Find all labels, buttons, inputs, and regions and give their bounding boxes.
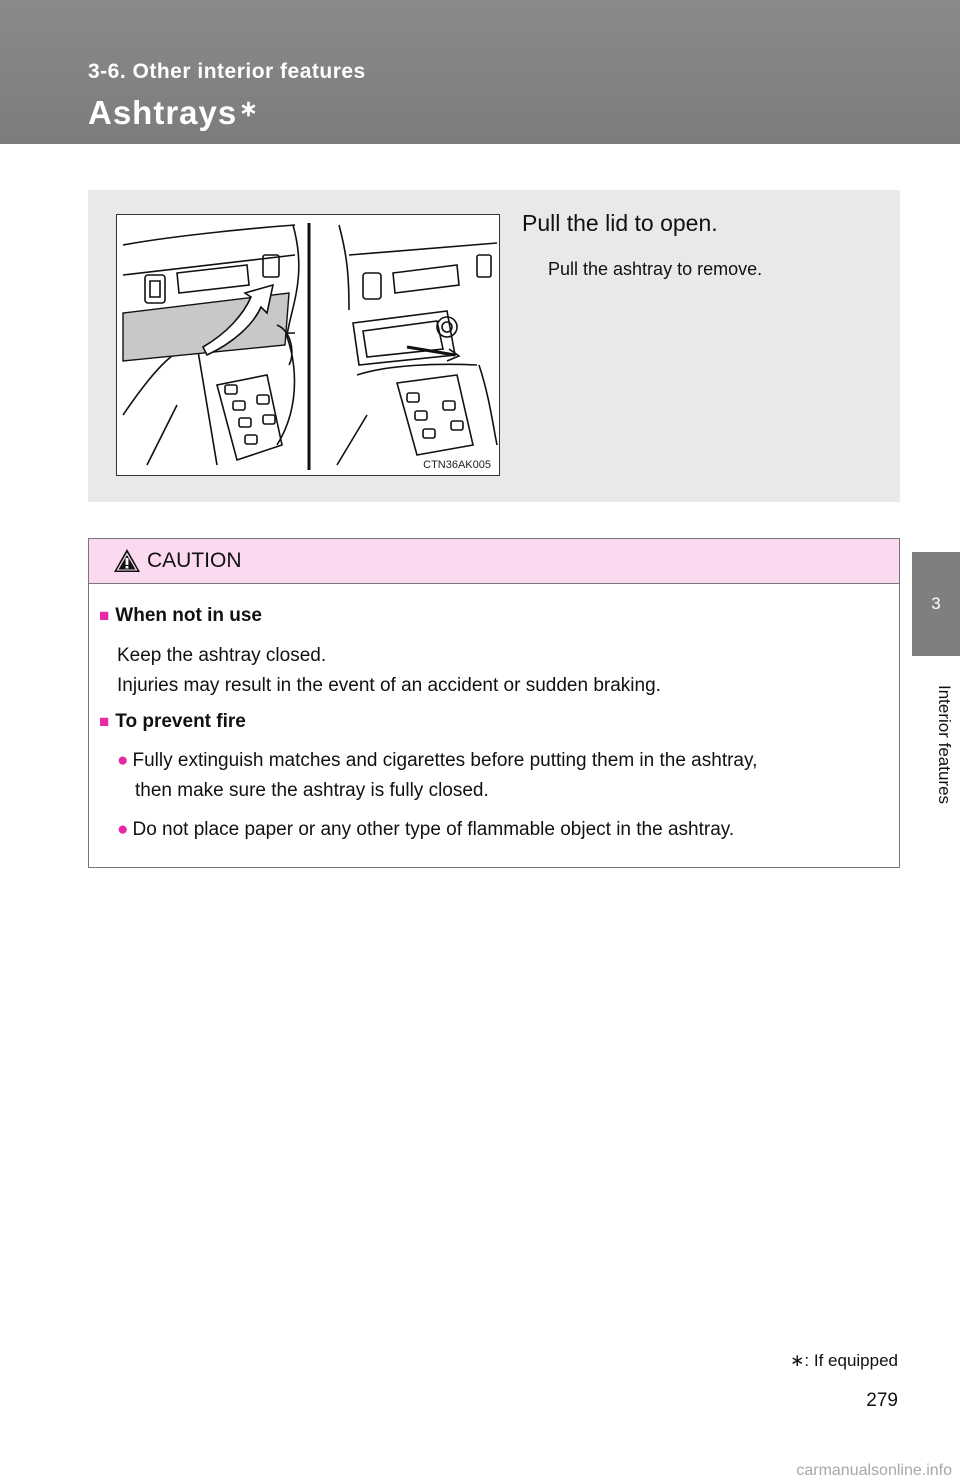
- page-number: 279: [866, 1390, 898, 1411]
- caution-title: CAUTION: [147, 549, 242, 572]
- step-sub-instruction: Pull the ashtray to remove.: [548, 259, 763, 279]
- square-bullet-icon: ■: [99, 712, 110, 731]
- illustration-code: CTN36AK005: [423, 459, 491, 471]
- section-label: 3-6. Other interior features: [88, 60, 366, 83]
- round-bullet-icon: ●: [117, 750, 129, 771]
- caution-header: [89, 539, 899, 584]
- ashtray-illustration-icon: [117, 215, 499, 475]
- caution-box: [88, 538, 900, 868]
- caution-heading-prevent-fire: ■ To prevent fire: [99, 711, 246, 732]
- step-instruction: Pull the lid to open.: [522, 210, 718, 236]
- warning-triangle-icon: [113, 548, 141, 573]
- watermark: carmanualsonline.info: [796, 1462, 952, 1479]
- caution-text-line: Injuries may result in the event of an accident or sudden braking.: [117, 675, 661, 696]
- caution-text-line: Keep the ashtray closed.: [117, 645, 327, 666]
- page-title: [88, 94, 259, 132]
- caution-bullet: ● Do not place paper or any other type of flammable object in the ashtray.: [117, 819, 735, 840]
- footnote: ∗: If equipped: [790, 1351, 898, 1370]
- chapter-label: Interior features: [935, 685, 954, 805]
- chapter-tab: 3: [912, 552, 960, 656]
- caution-heading-not-in-use: ■ When not in use: [99, 605, 262, 626]
- ashtray-diagram: [116, 214, 500, 476]
- equipped-mark: ∗: [239, 96, 259, 121]
- round-bullet-icon: ●: [117, 819, 129, 840]
- square-bullet-icon: ■: [99, 606, 110, 625]
- caution-bullet: ● Fully extinguish matches and cigarettes before putting them in the ashtray,: [117, 750, 758, 771]
- page-header: [0, 0, 960, 144]
- caution-bullet-continuation: then make sure the ashtray is fully closed.: [135, 780, 489, 801]
- page-title-text: Ashtrays: [88, 94, 238, 131]
